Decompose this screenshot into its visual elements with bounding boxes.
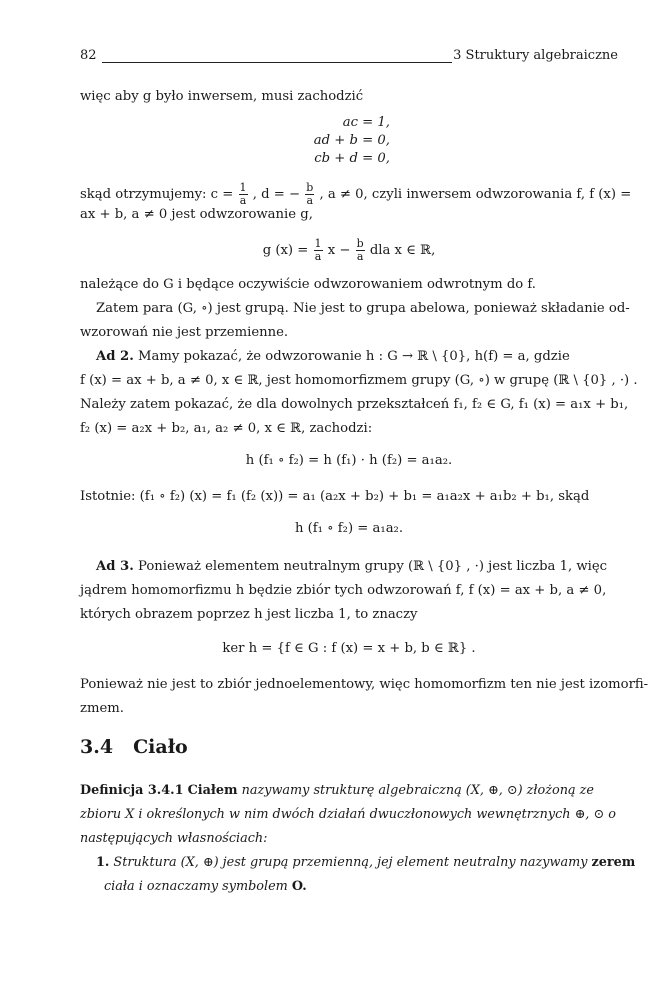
equation-line: ker h = {f ∈ G : f (x) = x + b, b ∈ ℝ} . [222, 641, 476, 656]
definition-line [80, 782, 618, 800]
page-number: 82 [80, 48, 97, 63]
fraction-numerator: 1 [239, 181, 247, 194]
equation-line: ad + b = 0, [313, 133, 390, 148]
text-fragment: dla x ∈ ℝ, [369, 243, 436, 258]
text-fragment: Mamy pokazać, że odwzorowanie h : G → ℝ \ {0}, h(f) = a, gdzie [133, 349, 570, 364]
fraction-denominator: a [239, 194, 247, 207]
equation-line [80, 238, 618, 263]
equation-line: h (f₁ ∘ f₂) = a₁a₂. [294, 521, 404, 536]
text-fragment: Ponieważ elementem neutralnym grupy (ℝ \ {0} , ·) jest liczba 1, więc [133, 559, 608, 574]
text-line: Ponieważ nie jest to zbiór jednoelementowy, więc homomorfizm ten nie jest izomorfi- [80, 677, 649, 692]
section-heading [80, 736, 188, 758]
text-line: ax + b, a ≠ 0 jest odwzorowanie g, [80, 207, 313, 222]
text-line [80, 181, 632, 207]
definition-item-continuation [104, 878, 618, 896]
definition-line: następujących własnościach: [80, 831, 268, 846]
fraction [314, 238, 323, 263]
text-line: f (x) = ax + b, a ≠ 0, x ∈ ℝ, jest homomorfizmem grupy (G, ∘) w grupę (ℝ \ {0} , ·) . [80, 373, 638, 388]
fraction-denominator: a [314, 250, 322, 263]
text-line [96, 348, 618, 366]
text-line: wzorowań nie jest przemienne. [80, 325, 289, 340]
fraction [305, 182, 314, 207]
section-number: 3.4 [80, 736, 114, 758]
text-line: zmem. [80, 701, 124, 716]
text-fragment: g (x) = [262, 243, 313, 258]
text-fragment: x − [327, 243, 355, 258]
definition-label: Definicja 3.4.1 [80, 783, 184, 798]
item-number: 1. [96, 855, 110, 870]
fraction [356, 238, 365, 263]
fraction [239, 182, 248, 207]
text-fragment: Struktura (X, ⊕) jest grupą przemienną, jej element neutralny nazywamy [109, 855, 592, 870]
page-header [80, 46, 618, 68]
text-line: Istotnie: (f₁ ∘ f₂) (x) = f₁ (f₂ (x)) = a₁ (a₂x + b₂) + b₁ = a₁a₂x + a₁b₂ + b₁, skąd [80, 489, 590, 504]
definition-line: zbioru X i określonych w nim dwóch działań dwuczłonowych wewnętrznych ⊕, ⊙ o [80, 807, 616, 822]
text-line: jądrem homomorfizmu h będzie zbiór tych odwzorowań f, f (x) = ax + b, a ≠ 0, [80, 583, 607, 598]
text-line: Należy zatem pokazać, że dla dowolnych przekształceń f₁, f₂ ∈ G, f₁ (x) = a₁x + b₁, [80, 397, 629, 412]
paragraph-label: Ad 3. [96, 559, 134, 574]
fraction-numerator: b [306, 181, 314, 194]
equation-line: cb + d = 0, [314, 151, 390, 166]
text-line: więc aby g było inwersem, musi zachodzić [80, 89, 364, 104]
fraction-denominator: a [306, 194, 314, 207]
text-fragment: nazywamy strukturę algebraiczną (X, ⊕, ⊙) złożoną ze [237, 783, 594, 798]
fraction-numerator: 1 [314, 237, 322, 250]
paragraph-label: Ad 2. [96, 349, 134, 364]
equation-line: h (f₁ ∘ f₂) = h (f₁) · h (f₂) = a₁a₂. [245, 453, 453, 468]
definition-item [96, 854, 636, 872]
fraction-denominator: a [356, 250, 364, 263]
running-title: 3 Struktury algebraiczne [453, 48, 618, 63]
text-fragment: , d = − [252, 187, 301, 202]
fraction-numerator: b [356, 237, 364, 250]
text-fragment: , a ≠ 0, czyli inwersem odwzorowania f, f (x) = [319, 187, 632, 202]
header-rule [102, 62, 452, 63]
zero-symbol: O. [291, 879, 307, 894]
text-fragment: ciała i oznaczamy symbolem [104, 879, 292, 894]
text-line: Zatem para (G, ∘) jest grupą. Nie jest to grupa abelowa, ponieważ składanie od- [96, 301, 630, 316]
text-line: których obrazem poprzez h jest liczba 1, to znaczy [80, 607, 418, 622]
definition-term: Ciałem [187, 783, 238, 798]
section-title: Ciało [133, 736, 188, 758]
defined-term: zerem [591, 855, 636, 870]
text-line [96, 558, 618, 576]
text-fragment: skąd otrzymujemy: c = [80, 187, 238, 202]
text-line: należące do G i będące oczywiście odwzorowaniem odwrotnym do f. [80, 277, 536, 292]
equation-line: ac = 1, [342, 115, 390, 130]
text-line: f₂ (x) = a₂x + b₂, a₁, a₂ ≠ 0, x ∈ ℝ, zachodzi: [80, 421, 373, 436]
